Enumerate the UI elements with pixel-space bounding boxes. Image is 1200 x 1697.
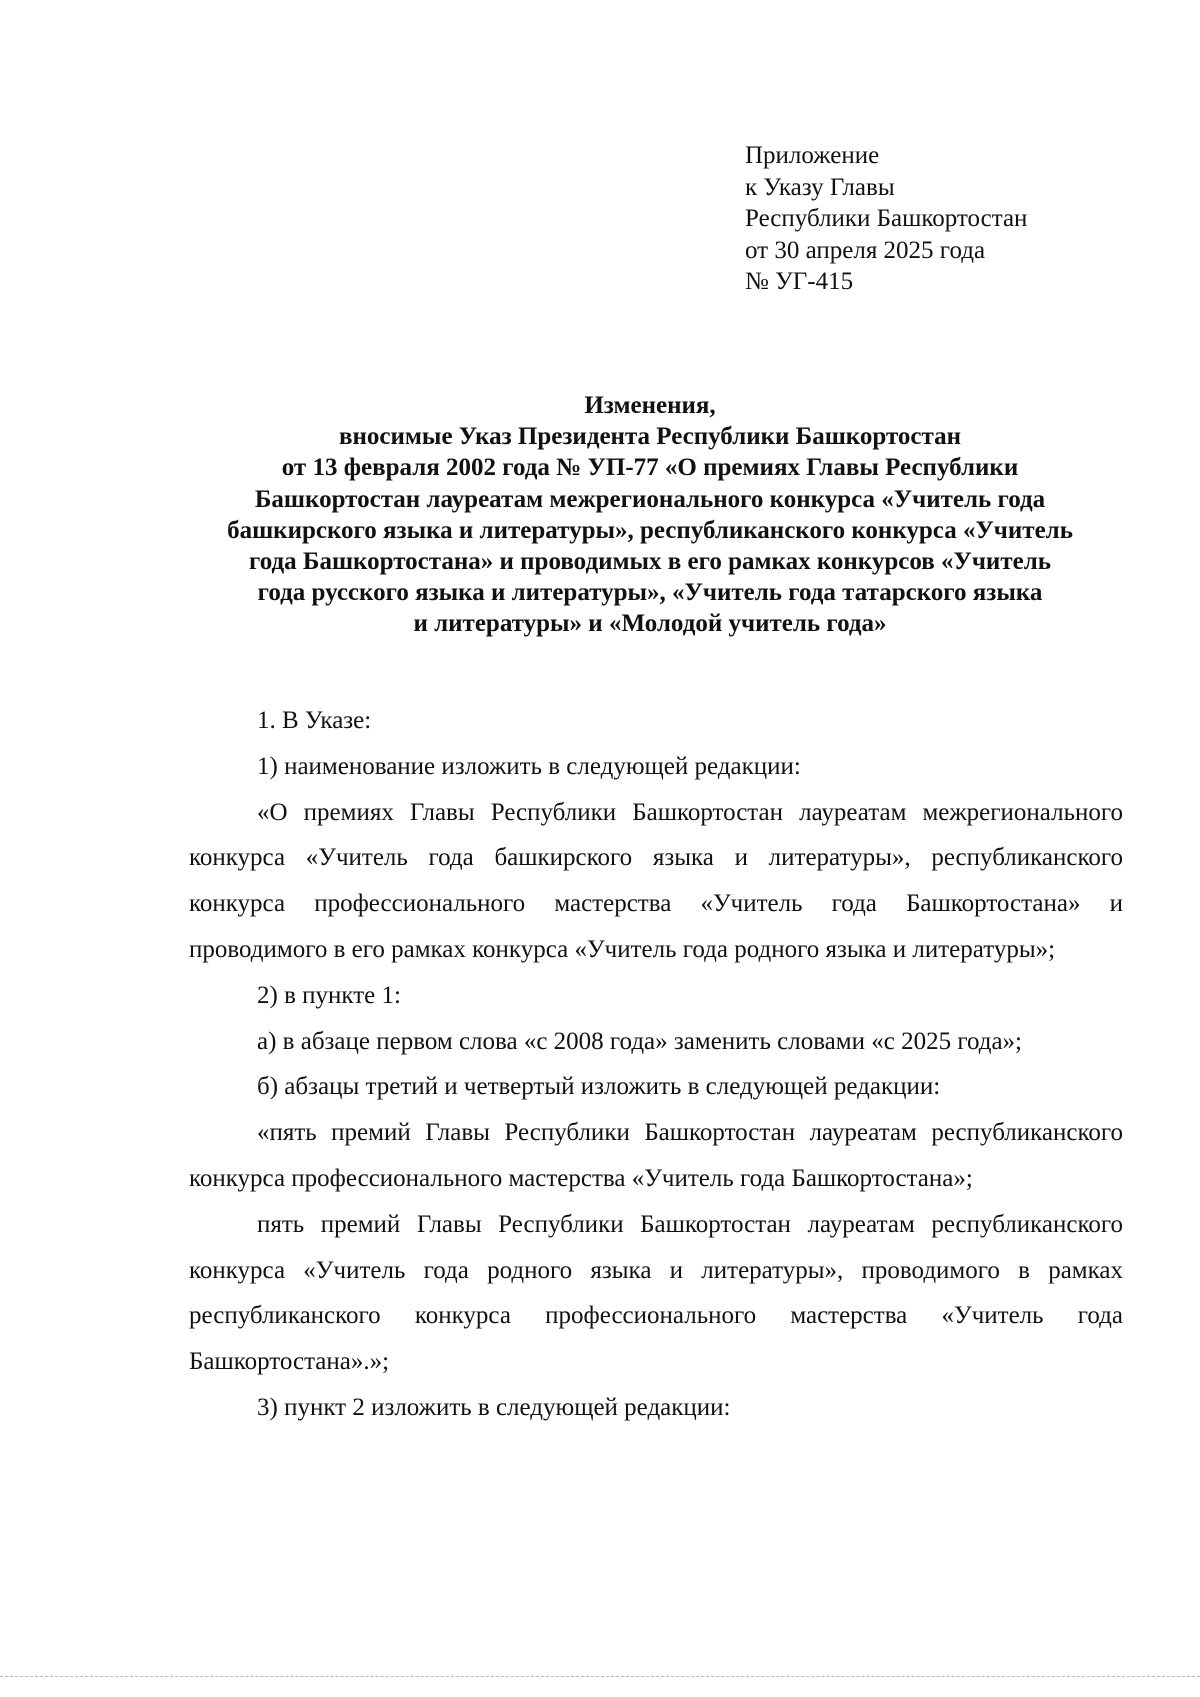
paragraph: 3) пункт 2 изложить в следующей редакции: [257, 1393, 731, 1421]
title-line: Башкортостан лауреатам межрегионального конкурса «Учитель года [254, 485, 1046, 513]
appendix-line: от 30 апреля 2025 года [745, 236, 986, 264]
title-line: года русского языка и литературы», «Учитель года татарского языка [257, 579, 1043, 607]
appendix-header [745, 140, 1027, 298]
title-line: вносимые Указ Президента Республики Башкортостан [339, 423, 961, 451]
appendix-line: к Указу Главы [745, 173, 895, 201]
appendix-line: Приложение [745, 142, 880, 169]
title-line: от 13 февраля 2002 года № УП-77 «О премиях Главы Республики [281, 454, 1019, 482]
title-line: и литературы» и «Молодой учитель года» [413, 610, 887, 638]
paragraph: 1. В Указе: [257, 707, 372, 734]
paragraph: «О премиях Главы Республики Башкортостан лауреатам межрегионального конкурса «Учитель года башкирского языка и литературы», республиканского конкурса профессионального мастерства «Учитель года Башкортостана» и проводимого в его рамках конкурса «Учитель года родного языка и литературы»; [189, 798, 1123, 963]
appendix-line: Республики Башкортостан [745, 205, 1028, 232]
appendix-line: № УГ-415 [745, 268, 854, 295]
document-body [189, 698, 1123, 1431]
title-line: башкирского языка и литературы», республиканского конкурса «Учитель [227, 516, 1073, 544]
paragraph: «пять премий Главы Республики Башкортостан лауреатам республиканского конкурса профессионального мастерства «Учитель года Башкортостана»; [189, 1119, 1123, 1192]
paragraph: а) в абзаце первом слова «с 2008 года» заменить словами «с 2025 года»; [257, 1027, 1022, 1055]
paragraph: 2) в пункте 1: [257, 981, 401, 1009]
document-title [180, 390, 1120, 640]
paragraph: б) абзацы третий и четвертый изложить в следующей редакции: [257, 1073, 941, 1101]
paragraph: 1) наименование изложить в следующей редакции: [257, 752, 801, 780]
paragraph: пять премий Главы Республики Башкортостан лауреатам республиканского конкурса «Учитель года родного языка и литературы», проводимого в рамках республиканского конкурса профессионального мастерства «Учитель года Башкортостана».»; [189, 1210, 1123, 1376]
scan-edge-line [0, 1676, 1200, 1677]
title-line: Изменения, [584, 392, 716, 419]
title-line: года Башкортостана» и проводимых в его рамках конкурсов «Учитель [249, 548, 1051, 576]
